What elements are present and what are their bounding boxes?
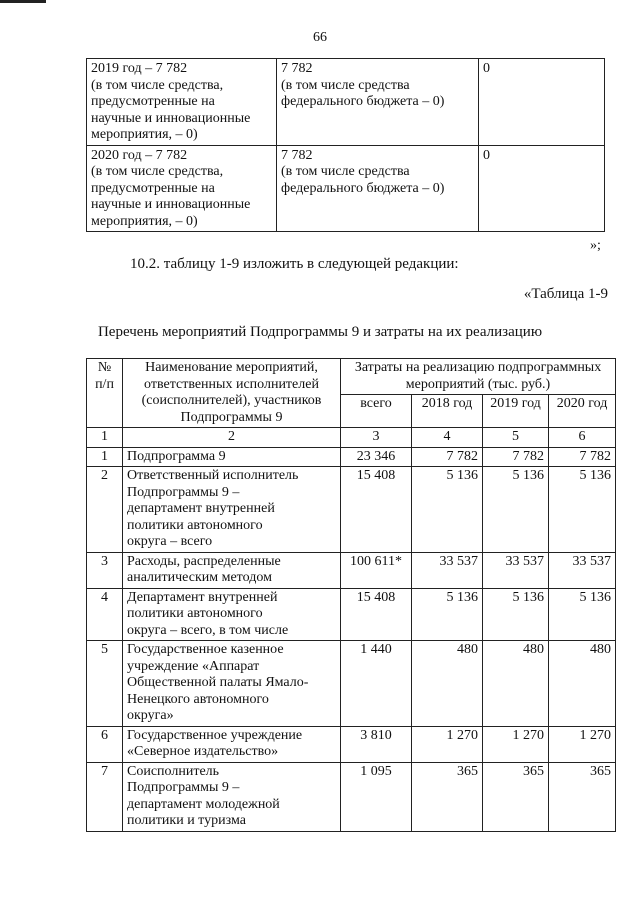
row-name bbox=[123, 762, 341, 831]
row-number: 6 bbox=[87, 726, 123, 762]
header-2019-cell: 2019 год bbox=[483, 395, 549, 428]
row-total: 3 810 bbox=[341, 726, 412, 762]
text-line: аналитическим методом bbox=[127, 570, 272, 585]
row-name bbox=[123, 641, 341, 727]
text-line: 2020 год – 7 782 bbox=[91, 147, 188, 163]
row-name bbox=[123, 447, 341, 467]
header-line: (соисполнителей), участников bbox=[141, 393, 322, 408]
table-row bbox=[87, 762, 616, 831]
row-2018: 33 537 bbox=[412, 552, 483, 588]
row-2019: 7 782 bbox=[483, 447, 549, 467]
row-2019: 33 537 bbox=[483, 552, 549, 588]
row-number: 4 bbox=[87, 588, 123, 641]
row-number: 7 bbox=[87, 762, 123, 831]
row-2019: 1 270 bbox=[483, 726, 549, 762]
text-line: округа» bbox=[127, 708, 174, 723]
row-2020: 480 bbox=[549, 641, 616, 727]
row-name bbox=[123, 467, 341, 553]
header-line: п/п bbox=[95, 376, 114, 392]
text-line: Государственное казенное bbox=[127, 642, 284, 657]
text-line: Ненецкого автономного bbox=[127, 691, 269, 707]
text-line: научные и инновационные bbox=[91, 197, 251, 212]
header-line: Подпрограммы 9 bbox=[180, 409, 283, 425]
table-row bbox=[87, 641, 616, 727]
text-line: Департамент внутренней bbox=[127, 589, 278, 605]
top-table bbox=[86, 58, 605, 232]
text-line: мероприятия, – 0) bbox=[91, 127, 198, 142]
row-2020: 1 270 bbox=[549, 726, 616, 762]
row-2020: 365 bbox=[549, 762, 616, 831]
row-total: 1 440 bbox=[341, 641, 412, 727]
text-line: учреждение «Аппарат bbox=[127, 658, 260, 674]
text-line: 0 bbox=[483, 61, 490, 76]
row-2019: 5 136 bbox=[483, 588, 549, 641]
text-line: «Северное издательство» bbox=[127, 744, 279, 759]
row-2019: 5 136 bbox=[483, 467, 549, 553]
text-line: федерального бюджета – 0) bbox=[281, 94, 445, 109]
text-line: департамент молодежной bbox=[127, 796, 280, 812]
table-row bbox=[87, 145, 605, 232]
funding-extra-cell bbox=[479, 145, 605, 232]
text-line: округа – всего, в том числе bbox=[127, 622, 289, 638]
row-number: 1 bbox=[87, 447, 123, 467]
table-row bbox=[87, 467, 616, 553]
row-2018: 5 136 bbox=[412, 467, 483, 553]
header-2020-cell: 2020 год bbox=[549, 395, 616, 428]
row-2020: 5 136 bbox=[549, 467, 616, 553]
corner-mark bbox=[0, 0, 46, 3]
funding-amount-cell bbox=[277, 145, 479, 232]
instruction-text: 10.2. таблицу 1-9 изложить в следующей редакции: bbox=[130, 256, 459, 272]
row-total: 23 346 bbox=[341, 447, 412, 467]
text-line: 0 bbox=[483, 147, 490, 163]
funding-year-cell bbox=[87, 145, 277, 232]
row-2018: 7 782 bbox=[412, 447, 483, 467]
text-line: (в том числе средства bbox=[281, 77, 410, 93]
text-line: Подпрограммы 9 – bbox=[127, 780, 240, 795]
column-number: 5 bbox=[483, 428, 549, 448]
text-line: Общественной палаты Ямало- bbox=[127, 675, 309, 690]
text-line: предусмотренные на bbox=[91, 94, 215, 109]
text-line: федерального бюджета – 0) bbox=[281, 180, 445, 196]
column-number: 6 bbox=[549, 428, 616, 448]
row-2018: 365 bbox=[412, 762, 483, 831]
header-total-cell: всего bbox=[341, 395, 412, 428]
text-line: политики автономного bbox=[127, 517, 263, 533]
column-number: 4 bbox=[412, 428, 483, 448]
text-line: (в том числе средства, bbox=[91, 164, 224, 179]
row-2018: 5 136 bbox=[412, 588, 483, 641]
numbering-row bbox=[87, 428, 616, 448]
row-2018: 1 270 bbox=[412, 726, 483, 762]
row-number: 3 bbox=[87, 552, 123, 588]
row-name bbox=[123, 588, 341, 641]
header-line: ответственных исполнителей bbox=[144, 376, 319, 392]
closing-quote: »; bbox=[590, 238, 601, 253]
table-row bbox=[87, 588, 616, 641]
text-line: Подпрограмма 9 bbox=[127, 448, 226, 464]
row-total: 15 408 bbox=[341, 588, 412, 641]
table-heading: Перечень мероприятий Подпрограммы 9 и затраты на их реализацию bbox=[97, 324, 543, 340]
text-line: округа – всего bbox=[127, 534, 213, 549]
table-row bbox=[87, 59, 605, 146]
text-line: Ответственный исполнитель bbox=[127, 468, 299, 483]
row-2020: 5 136 bbox=[549, 588, 616, 641]
header-line: Наименование мероприятий, bbox=[145, 360, 318, 375]
row-number: 5 bbox=[87, 641, 123, 727]
header-2018-cell: 2018 год bbox=[412, 395, 483, 428]
row-2019: 480 bbox=[483, 641, 549, 727]
text-line: Расходы, распределенные bbox=[127, 553, 281, 569]
funding-extra-cell bbox=[479, 59, 605, 146]
header-name-cell bbox=[123, 359, 341, 428]
column-number: 2 bbox=[123, 428, 341, 448]
row-2019: 365 bbox=[483, 762, 549, 831]
text-line: Государственное учреждение bbox=[127, 727, 303, 743]
row-2018: 480 bbox=[412, 641, 483, 727]
main-table bbox=[86, 358, 616, 832]
table-caption: «Таблица 1-9 bbox=[523, 286, 608, 302]
table-row bbox=[87, 447, 616, 467]
row-total: 15 408 bbox=[341, 467, 412, 553]
header-line: Затраты на реализацию подпрограммных bbox=[354, 360, 602, 375]
column-number: 3 bbox=[341, 428, 412, 448]
text-line: Соисполнитель bbox=[127, 763, 220, 779]
row-total: 100 611* bbox=[341, 552, 412, 588]
text-line: политики автономного bbox=[127, 606, 263, 621]
row-name bbox=[123, 726, 341, 762]
header-num-cell bbox=[87, 359, 123, 428]
text-line: мероприятия, – 0) bbox=[91, 213, 198, 229]
text-line: (в том числе средства, bbox=[91, 77, 224, 93]
page-number: 66 bbox=[313, 30, 327, 45]
text-line: 7 782 bbox=[281, 61, 313, 76]
table-row bbox=[87, 552, 616, 588]
text-line: (в том числе средства bbox=[281, 164, 410, 179]
text-line: 2019 год – 7 782 bbox=[91, 61, 188, 76]
text-line: департамент внутренней bbox=[127, 501, 275, 516]
row-name bbox=[123, 552, 341, 588]
header-line: № bbox=[97, 360, 112, 375]
funding-year-cell bbox=[87, 59, 277, 146]
text-line: предусмотренные на bbox=[91, 180, 215, 196]
row-number: 2 bbox=[87, 467, 123, 553]
row-2020: 7 782 bbox=[549, 447, 616, 467]
row-total: 1 095 bbox=[341, 762, 412, 831]
table-row bbox=[87, 726, 616, 762]
text-line: политики и туризма bbox=[127, 813, 246, 828]
text-line: Подпрограммы 9 – bbox=[127, 484, 240, 500]
header-line: мероприятий (тыс. руб.) bbox=[405, 376, 551, 392]
row-2020: 33 537 bbox=[549, 552, 616, 588]
text-line: 7 782 bbox=[281, 147, 313, 163]
header-costs-cell bbox=[341, 359, 616, 395]
text-line: научные и инновационные bbox=[91, 110, 251, 126]
header-row bbox=[87, 359, 616, 395]
funding-amount-cell bbox=[277, 59, 479, 146]
column-number: 1 bbox=[87, 428, 123, 448]
